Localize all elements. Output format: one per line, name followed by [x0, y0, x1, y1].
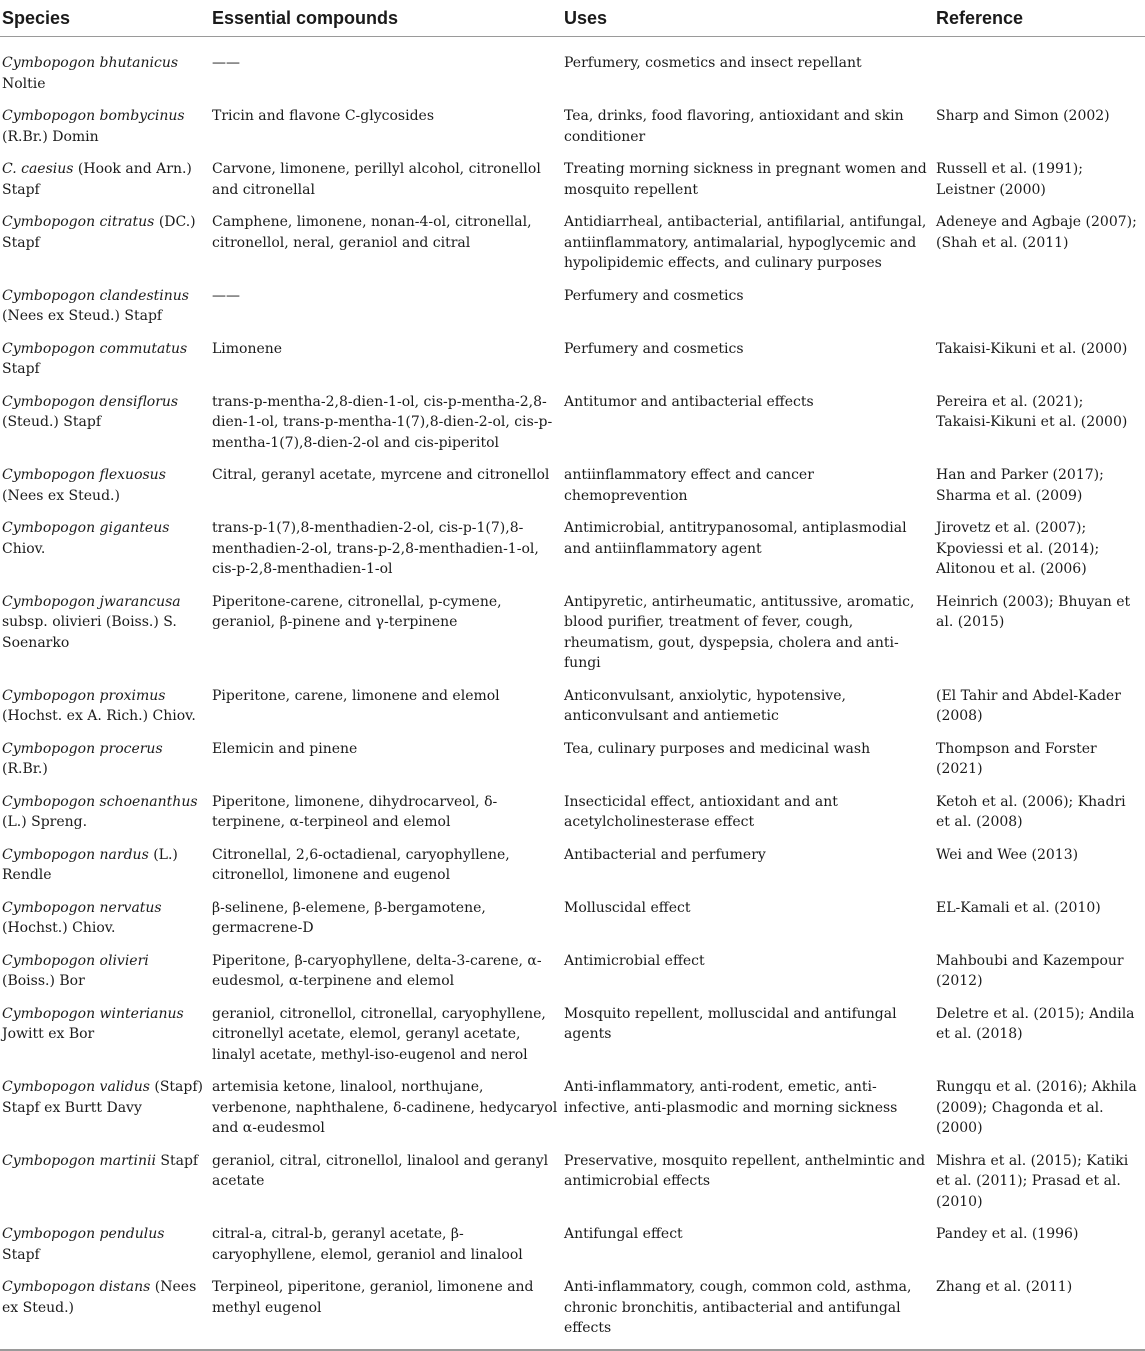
- compounds-cell: Camphene, limonene, nonan-4-ol, citronellal, citronellol, neral, geraniol and citral: [212, 214, 532, 251]
- reference-cell: (El Tahir and Abdel-Kader (2008): [936, 687, 1121, 724]
- species-cell: [0, 942, 210, 995]
- table-row: [0, 97, 1145, 150]
- species-authority: Stapf: [160, 1152, 199, 1169]
- reference-cell: [934, 277, 1145, 330]
- compounds-cell: citral-a, citral-b, geranyl acetate, β-caryophyllene, elemol, geraniol and linalool: [212, 1226, 523, 1263]
- uses-cell: Perfumery and cosmetics: [564, 340, 744, 357]
- uses-cell: Antimicrobial, antitrypanosomal, antiplasmodial and antiinflammatory agent: [564, 520, 907, 557]
- uses-cell: Antimicrobial effect: [564, 952, 705, 969]
- uses-cell: Antifungal effect: [564, 1226, 683, 1242]
- table-row: [0, 1215, 1145, 1268]
- table-body: [0, 37, 1145, 1350]
- uses-cell: Mosquito repellent, molluscidal and antifungal agents: [564, 1005, 897, 1042]
- species-cell: [0, 783, 210, 836]
- species-genus: Cymbopogon densiflorus: [2, 393, 179, 410]
- compounds-cell: β-selinene, β-elemene, β-bergamotene, germacrene-D: [212, 899, 486, 936]
- reference-cell: Pandey et al. (1996): [936, 1226, 1079, 1242]
- species-genus: Cymbopogon distans: [2, 1279, 151, 1295]
- species-authority: (R.Br.): [2, 761, 48, 777]
- reference-cell: Russell et al. (1991); Leistner (2000): [936, 161, 1083, 198]
- uses-cell: Antibacterial and perfumery: [564, 846, 766, 863]
- reference-cell: EL-Kamali et al. (2010): [936, 899, 1101, 916]
- reference-cell: Pereira et al. (2021); Takaisi-Kikuni et al. (2000): [936, 393, 1128, 430]
- species-authority: Stapf: [2, 1246, 40, 1263]
- species-genus: Cymbopogon winterianus: [2, 1005, 184, 1022]
- table-row: [0, 942, 1145, 995]
- reference-cell: Adeneye and Agbaje (2007); (Shah et al. (2011): [936, 214, 1137, 251]
- table-row: [0, 456, 1145, 509]
- species-genus: Cymbopogon jwarancusa: [2, 593, 181, 610]
- table-row: [0, 677, 1145, 730]
- compounds-cell: geraniol, citronellol, citronellal, caryophyllene, citronellyl acetate, elemol, geranyl acetate, linalyl acetate, methyl-iso-eugenol and nerol: [212, 1005, 546, 1063]
- reference-cell: Wei and Wee (2013): [936, 846, 1079, 863]
- species-cell: [0, 1268, 210, 1350]
- species-cell: [0, 583, 210, 677]
- uses-cell: Tea, culinary purposes and medicinal wash: [564, 740, 871, 757]
- species-genus: Cymbopogon nervatus: [2, 899, 162, 916]
- reference-cell: Heinrich (2003); Bhuyan et al. (2015): [936, 593, 1131, 630]
- species-cell: [0, 1142, 210, 1216]
- compounds-cell: artemisia ketone, linalool, northujane, verbenone, naphthalene, δ-cadinene, hedycaryol and α-eudesmol: [212, 1079, 558, 1136]
- uses-cell: Tea, drinks, food flavoring, antioxidant and skin conditioner: [564, 108, 904, 145]
- table-row: [0, 730, 1145, 783]
- species-genus: Cymbopogon olivieri: [2, 952, 149, 969]
- species-cell: [0, 37, 210, 98]
- species-authority: (Hook and Arn.) Stapf: [2, 161, 192, 198]
- uses-cell: Antitumor and antibacterial effects: [564, 393, 814, 410]
- species-cell: [0, 97, 210, 150]
- uses-cell: Perfumery, cosmetics and insect repellant: [564, 55, 862, 71]
- compounds-cell: Citral, geranyl acetate, myrcene and citronellol: [212, 467, 550, 483]
- species-authority: (Hochst. ex A. Rich.) Chiov.: [2, 708, 196, 724]
- species-genus: Cymbopogon clandestinus: [2, 287, 189, 304]
- species-cell: [0, 203, 210, 277]
- uses-cell: Molluscidal effect: [564, 899, 691, 916]
- uses-cell: Insecticidal effect, antioxidant and ant acetylcholinesterase effect: [564, 793, 838, 830]
- compounds-cell: Piperitone, β-caryophyllene, delta-3-carene, α-eudesmol, α-terpinene and elemol: [212, 952, 542, 989]
- compounds-cell: Elemicin and pinene: [212, 740, 358, 757]
- species-authority: Noltie: [2, 75, 46, 92]
- species-cell: [0, 456, 210, 509]
- species-authority: (L.) Spreng.: [2, 814, 88, 830]
- species-authority: (Boiss.) Bor: [2, 973, 85, 989]
- species-genus: C. caesius: [2, 161, 74, 177]
- species-cell: [0, 383, 210, 457]
- compounds-cell: ——: [212, 287, 240, 304]
- compounds-cell: trans-p-mentha-2,8-dien-1-ol, cis-p-mentha-2,8-dien-1-ol, trans-p-mentha-1(7),8-dien-2-ol, cis-p-mentha-1(7),8-dien-2-ol and cis-piperitol: [212, 393, 553, 451]
- species-cell: [0, 730, 210, 783]
- reference-cell: Sharp and Simon (2002): [936, 108, 1110, 124]
- species-genus: Cymbopogon commutatus: [2, 340, 188, 357]
- table-row: [0, 509, 1145, 583]
- species-authority: Stapf: [2, 361, 40, 377]
- table-row: [0, 37, 1145, 98]
- species-cell: [0, 1068, 210, 1142]
- table-row: [0, 583, 1145, 677]
- compounds-cell: Limonene: [212, 340, 283, 357]
- table-row: [0, 330, 1145, 383]
- species-cell: [0, 150, 210, 203]
- species-genus: Cymbopogon schoenanthus: [2, 793, 198, 810]
- header-species: Species: [0, 0, 210, 37]
- species-genus: Cymbopogon flexuosus: [2, 467, 166, 483]
- species-authority: Chiov.: [2, 540, 46, 557]
- species-genus: Cymbopogon proximus: [2, 687, 166, 704]
- table-row: [0, 150, 1145, 203]
- species-authority: (L.) Rendle: [2, 846, 178, 883]
- species-authority: (Nees ex Steud.): [2, 487, 120, 504]
- header-uses: Uses: [562, 0, 934, 37]
- species-cell: [0, 330, 210, 383]
- table-row: [0, 783, 1145, 836]
- species-authority: (Stapf) Stapf ex Burtt Davy: [2, 1079, 204, 1116]
- reference-cell: Mahboubi and Kazempour (2012): [936, 952, 1124, 989]
- species-genus: Cymbopogon procerus: [2, 740, 163, 757]
- uses-cell: Antidiarrheal, antibacterial, antifilarial, antifungal, antiinflammatory, antimalarial, hypoglycemic and hypolipidemic effects, and culinary purposes: [564, 214, 927, 271]
- reference-cell: Mishra et al. (2015); Katiki et al. (2011); Prasad et al. (2010): [936, 1152, 1129, 1210]
- compounds-cell: ——: [212, 55, 240, 71]
- compounds-cell: Piperitone-carene, citronellal, p-cymene, geraniol, β-pinene and γ-terpinene: [212, 593, 502, 630]
- reference-cell: Jirovetz et al. (2007); Kpoviessi et al. (2014); Alitonou et al. (2006): [936, 520, 1100, 577]
- reference-cell: Thompson and Forster (2021): [936, 740, 1097, 777]
- compounds-cell: Carvone, limonene, perillyl alcohol, citronellol and citronellal: [212, 161, 541, 198]
- species-genus: Cymbopogon nardus: [2, 846, 149, 863]
- table-row: [0, 995, 1145, 1069]
- species-genus: Cymbopogon bombycinus: [2, 108, 185, 124]
- species-authority: (Hochst.) Chiov.: [2, 920, 116, 936]
- table-row: [0, 1068, 1145, 1142]
- reference-cell: [934, 37, 1145, 98]
- uses-cell: Antipyretic, antirheumatic, antitussive, aromatic, blood purifier, treatment of fever, cough, rheumatism, gout, dyspepsia, cholera and anti-fungi: [564, 593, 915, 671]
- species-cell: [0, 836, 210, 889]
- species-cell: [0, 677, 210, 730]
- table-row: [0, 889, 1145, 942]
- compounds-cell: geraniol, citral, citronellol, linalool and geranyl acetate: [212, 1152, 549, 1189]
- table-row: [0, 277, 1145, 330]
- species-genus: Cymbopogon bhutanicus: [2, 55, 179, 71]
- species-genus: Cymbopogon pendulus: [2, 1226, 165, 1242]
- reference-cell: Ketoh et al. (2006); Khadri et al. (2008): [936, 793, 1126, 830]
- table-row: [0, 383, 1145, 457]
- compounds-cell: Citronellal, 2,6-octadienal, caryophyllene, citronellol, limonene and eugenol: [212, 846, 510, 883]
- reference-cell: Deletre et al. (2015); Andila et al. (2018): [936, 1005, 1135, 1042]
- uses-cell: Preservative, mosquito repellent, anthelmintic and antimicrobial effects: [564, 1152, 926, 1189]
- table-row: [0, 203, 1145, 277]
- reference-cell: Takaisi-Kikuni et al. (2000): [936, 340, 1128, 357]
- table-row: [0, 1268, 1145, 1350]
- species-cell: [0, 509, 210, 583]
- compounds-cell: Terpineol, piperitone, geraniol, limonene and methyl eugenol: [210, 1268, 562, 1350]
- species-cell: [0, 889, 210, 942]
- uses-cell: Anticonvulsant, anxiolytic, hypotensive, anticonvulsant and antiemetic: [564, 687, 846, 724]
- species-cell: [0, 277, 210, 330]
- species-genus: Cymbopogon validus: [2, 1079, 150, 1095]
- header-row: [0, 0, 1145, 37]
- species-authority: Jowitt ex Bor: [2, 1026, 95, 1042]
- species-genus: Cymbopogon giganteus: [2, 520, 170, 536]
- compounds-cell: Piperitone, carene, limonene and elemol: [212, 687, 500, 704]
- species-authority: (R.Br.) Domin: [2, 128, 99, 145]
- header-compounds: Essential compounds: [210, 0, 562, 37]
- reference-cell: Han and Parker (2017); Sharma et al. (2009): [936, 467, 1104, 504]
- species-cell: [0, 995, 210, 1069]
- uses-cell: Perfumery and cosmetics: [564, 287, 744, 304]
- species-authority: subsp. olivieri (Boiss.) S. Soenarko: [2, 614, 177, 651]
- species-authority: (Nees ex Steud.): [2, 1279, 197, 1316]
- table-row: [0, 1142, 1145, 1216]
- species-genus: Cymbopogon citratus: [2, 214, 155, 230]
- uses-cell: Anti-inflammatory, cough, common cold, asthma, chronic bronchitis, antibacterial and antifungal effects: [562, 1268, 934, 1350]
- reference-cell: Zhang et al. (2011): [934, 1268, 1145, 1350]
- uses-cell: Treating morning sickness in pregnant women and mosquito repellent: [564, 161, 927, 198]
- species-authority: (DC.) Stapf: [2, 214, 196, 251]
- compounds-cell: Tricin and flavone C-glycosides: [212, 108, 434, 124]
- compounds-cell: trans-p-1(7),8-menthadien-2-ol, cis-p-1(7),8-menthadien-2-ol, trans-p-2,8-menthadien-1-ol, cis-p-2,8-menthadien-1-ol: [212, 520, 539, 577]
- compounds-cell: Piperitone, limonene, dihydrocarveol, δ-terpinene, α-terpineol and elemol: [212, 793, 498, 830]
- uses-cell: Anti-inflammatory, anti-rodent, emetic, anti-infective, anti-plasmodic and morning sickness: [564, 1079, 898, 1116]
- species-cell: [0, 1215, 210, 1268]
- species-authority: (Nees ex Steud.) Stapf: [2, 308, 163, 324]
- table-row: [0, 836, 1145, 889]
- species-authority: (Steud.) Stapf: [2, 414, 102, 430]
- reference-cell: Rungqu et al. (2016); Akhila (2009); Chagonda et al. (2000): [936, 1079, 1137, 1136]
- uses-cell: antiinflammatory effect and cancer chemoprevention: [564, 467, 814, 504]
- header-reference: Reference: [934, 0, 1145, 37]
- table-header: [0, 0, 1145, 37]
- species-genus: Cymbopogon martinii: [2, 1152, 156, 1169]
